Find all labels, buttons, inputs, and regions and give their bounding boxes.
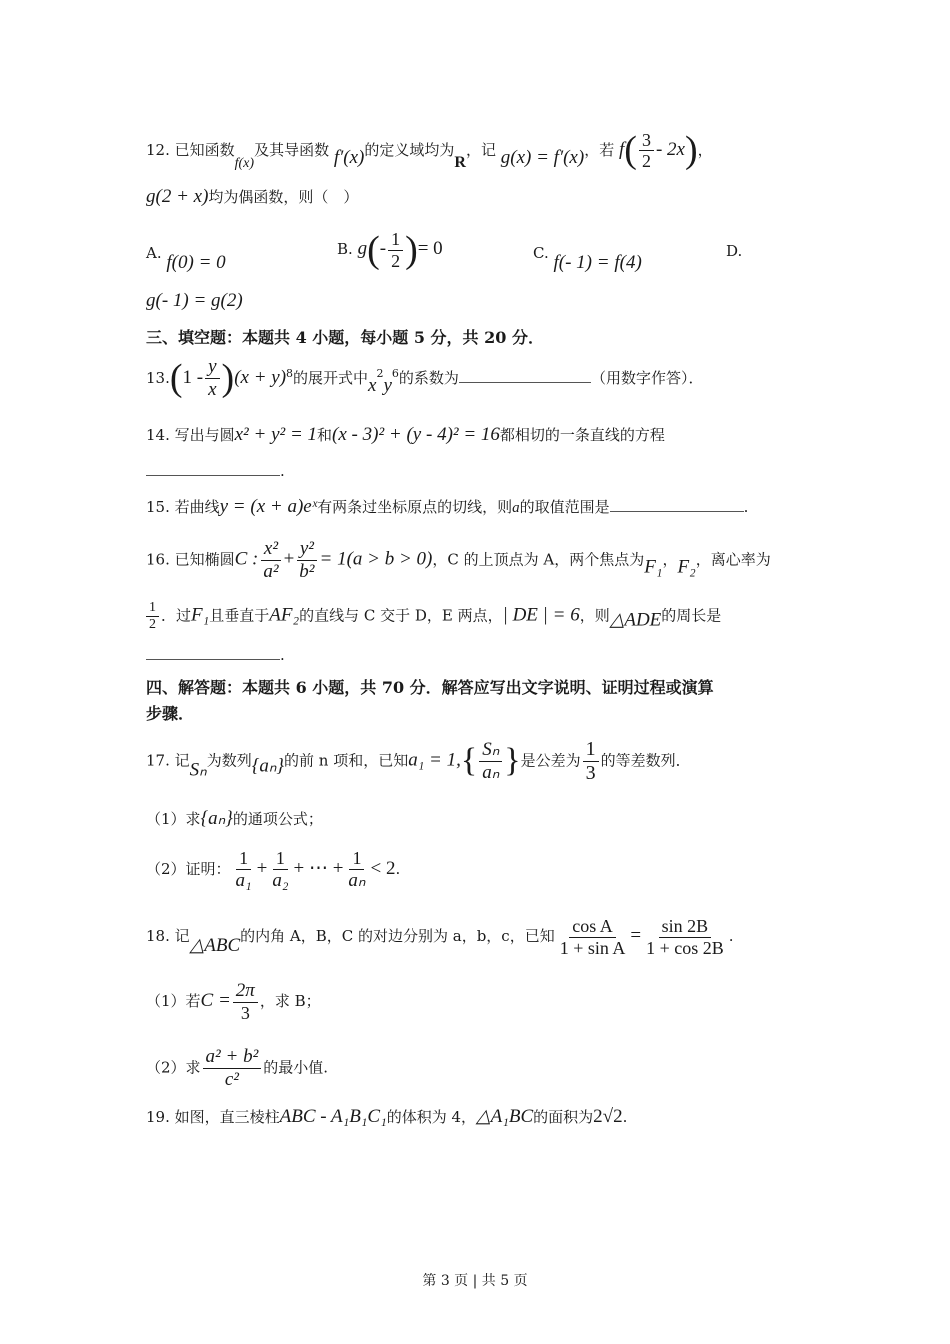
q12-frac-num: 3 xyxy=(639,130,654,152)
q13-frac xyxy=(205,356,219,401)
q12-line2 xyxy=(146,186,358,209)
q15-curve: y = (x + a)eˣ xyxy=(219,496,318,517)
q13-y-exp: 6 xyxy=(391,366,399,380)
q17-an: {aₙ} xyxy=(251,755,284,777)
q17-a1: a₁ = 1, xyxy=(408,749,461,771)
option-b-num: 1 xyxy=(388,229,403,251)
q16-label: 16. 已知椭圆 xyxy=(146,550,235,569)
q13-text2: 的系数为 xyxy=(398,368,459,387)
q16-text4: 且垂直于 xyxy=(209,606,270,625)
q18-line xyxy=(146,916,734,958)
q16-line3 xyxy=(146,646,285,664)
q12-option-d-line xyxy=(146,290,243,313)
page-footer: 第 3 页 | 共 5 页 xyxy=(422,1273,528,1289)
q16-text5: 的直线与 C 交于 D，E 两点， xyxy=(299,606,503,625)
q19-text1: 的体积为 4， xyxy=(386,1108,477,1126)
q13-one-minus: 1 - xyxy=(182,366,204,388)
section-4-heading-cont: 步骤． xyxy=(146,704,195,723)
q17-part2: （2）证明： $\frac{1}{\text{a₁}}$ + $\frac{1}{\text{a₂}}$ + ⋯ + $\frac{1}{\text{aₙ}}$ < 2. xyxy=(146,848,401,891)
q17-p2-label: （2）证明： xyxy=(146,859,231,878)
q18-p2-label: （2）求 xyxy=(146,1058,201,1077)
q17-text4: 的等差数列． xyxy=(600,751,691,770)
q19-prism: ABC - A₁B₁C₁ xyxy=(279,1106,387,1127)
q15-label: 15. 若曲线 xyxy=(146,498,220,516)
q17-frac-den: aₙ xyxy=(482,762,500,783)
q19-line xyxy=(146,1106,627,1129)
q12-label: 12. 已知函数 xyxy=(146,140,235,159)
q17-rbrace: } xyxy=(504,742,521,780)
q17-p2-n1: 1 xyxy=(236,848,251,870)
q12-R: R xyxy=(454,153,466,171)
q16-C: C : xyxy=(234,548,259,570)
option-a-label: A. xyxy=(146,244,162,262)
q18-p1-den: 3 xyxy=(240,1002,250,1023)
q12-f: f xyxy=(619,138,625,160)
option-b-rparen: ) xyxy=(405,229,418,271)
q13-answer-blank[interactable] xyxy=(459,382,591,383)
q17-p2-d3: aₙ xyxy=(348,869,366,891)
q16-cond: = 1(a > b > 0) xyxy=(319,548,433,570)
q16-answer-blank[interactable] xyxy=(146,659,280,660)
option-b-lparen: ( xyxy=(367,229,380,271)
q18-label: 18. 记 xyxy=(146,927,190,946)
q12-text4: ，若 xyxy=(584,140,615,159)
q13-power: (x + y) xyxy=(234,366,287,388)
q13-text1: 的展开式中 xyxy=(293,368,369,387)
q19-text2: 的面积为 xyxy=(533,1108,594,1126)
option-b-frac xyxy=(388,229,403,271)
q16-line2 xyxy=(146,600,721,633)
q17-p2-end: . xyxy=(395,859,401,878)
q16-text6: ，则 xyxy=(579,606,610,625)
q17-part1 xyxy=(146,808,323,831)
q12-g2x: g(2 + x) xyxy=(146,186,209,207)
q16-text2: ，离心率为 xyxy=(695,550,771,569)
q17-d-frac xyxy=(583,738,599,785)
q18-p1-frac xyxy=(233,980,258,1024)
q12-frac xyxy=(639,130,654,172)
q18-l-num: cos A xyxy=(569,916,616,938)
option-d-label: D. xyxy=(726,242,743,260)
q13-frac-den: x xyxy=(208,379,217,401)
q17-frac xyxy=(479,739,502,784)
q12-minus2x: - 2x xyxy=(655,138,685,160)
q18-l-den: 1 + sin A xyxy=(559,937,626,958)
q17-p2-frac3 xyxy=(345,848,368,892)
q18-p2-text: 的最小值. xyxy=(263,1058,329,1077)
q13-y: y xyxy=(383,374,392,396)
q17-text1: 为数列 xyxy=(206,751,252,770)
q15-text2: 的取值范围是 xyxy=(519,498,610,516)
q16-end: . xyxy=(280,646,285,664)
q13-text3: （用数字作答）． xyxy=(590,368,704,387)
q17-p2-lt: < 2 xyxy=(370,857,396,879)
q18-p1-C: C = xyxy=(200,989,231,1011)
q16-plus: + xyxy=(283,548,295,570)
q16-ecc-den: 2 xyxy=(149,617,156,633)
q17-lbrace: { xyxy=(460,742,478,780)
option-a-math: f(0) = 0 xyxy=(166,252,226,273)
q16-text1: ，C 的上顶点为 A，两个焦点为 xyxy=(432,550,645,569)
q18-part2 xyxy=(146,1046,328,1091)
q12-lparen: ( xyxy=(624,129,637,171)
q12-comma: ， xyxy=(697,140,713,159)
q12-option-a xyxy=(146,242,226,273)
q17-label: 17. 记 xyxy=(146,751,190,770)
q18-eq: = xyxy=(630,925,642,947)
q17-p2-n2: 1 xyxy=(273,848,288,870)
q19-triangle: △A₁BC xyxy=(476,1106,534,1127)
q17-d-num: 1 xyxy=(583,738,599,762)
q14-answer-blank[interactable] xyxy=(146,475,280,476)
option-b-den: 2 xyxy=(391,250,401,271)
q13-label: 13. xyxy=(146,368,170,387)
q16-yfrac xyxy=(296,538,317,583)
q16-xnum: x² xyxy=(261,538,281,561)
q18-rfrac xyxy=(643,916,727,958)
q12-text1: 及其导函数 xyxy=(254,140,330,159)
q12-fx: f(x) xyxy=(234,155,255,171)
q16-ecc-num: 1 xyxy=(146,600,159,617)
q14-and: 和 xyxy=(317,426,333,444)
q14-line2 xyxy=(146,462,285,480)
q18-p2-frac xyxy=(203,1046,262,1091)
q14-line1 xyxy=(146,424,665,447)
q16-F2: F₂ xyxy=(677,556,696,578)
q13-lparen: ( xyxy=(169,357,183,399)
q18-p1-label: （1）若 xyxy=(146,991,201,1010)
q12-option-d xyxy=(726,242,742,260)
q14-label: 14. 写出与圆 xyxy=(146,426,235,444)
q19-label: 19. 如图，直三棱柱 xyxy=(146,1108,280,1126)
q16-DE: | DE | = 6 xyxy=(502,604,580,626)
q18-p2-den: c² xyxy=(224,1068,239,1090)
q17-p1-text: 的通项公式； xyxy=(232,810,323,828)
q14-end: . xyxy=(280,462,285,480)
q12-line2-text: 均为偶函数，则（ ） xyxy=(208,188,359,206)
option-b-neg: - xyxy=(379,238,387,259)
q17-p2-frac2 xyxy=(269,848,291,892)
q15-end: . xyxy=(743,498,749,516)
q14-text1: 都相切的一条直线的方程 xyxy=(499,426,665,444)
q12-fprime: f′(x) xyxy=(333,146,365,168)
q16-xden: a² xyxy=(263,560,279,582)
option-c-math: f(- 1) = f(4) xyxy=(553,252,642,273)
q16-yden: b² xyxy=(299,560,315,582)
q18-part1 xyxy=(146,980,321,1024)
q18-p1-num: 2π xyxy=(233,980,258,1003)
option-d-math: g(- 1) = g(2) xyxy=(146,290,243,311)
q17-p1-label: （1）求 xyxy=(146,810,201,828)
q12-rparen: ) xyxy=(684,129,698,171)
q17-line xyxy=(146,738,691,785)
q13-frac-num: y xyxy=(205,356,219,379)
q17-p2-dots: + ⋯ + xyxy=(293,857,344,879)
q16-xfrac xyxy=(260,538,281,583)
q18-end: . xyxy=(728,927,734,946)
q12-gdef: g(x) = f′(x) xyxy=(500,146,585,168)
q17-p2-n3: 1 xyxy=(349,848,364,870)
q17-p1-an: {aₙ} xyxy=(200,808,233,829)
q15-answer-blank[interactable] xyxy=(610,511,744,512)
q16-F1b: F₁ xyxy=(191,604,210,626)
q15-line xyxy=(146,496,748,519)
q18-r-den: 1 + cos 2B xyxy=(646,937,724,958)
q16-triangle: △ADE xyxy=(609,609,662,631)
q16-line1 xyxy=(146,538,771,583)
q16-F1: F₁ xyxy=(644,556,663,578)
q13-x-exp: 2 xyxy=(376,366,384,380)
q13-rparen: ) xyxy=(221,357,235,399)
q16-ynum: y² xyxy=(297,538,317,561)
q12-line1 xyxy=(146,128,713,174)
q14-circle2: (x - 3)² + (y - 4)² = 16 xyxy=(332,424,500,445)
option-c-label: C. xyxy=(533,244,549,262)
q19-end: . xyxy=(622,1108,628,1126)
q12-option-c xyxy=(533,242,642,273)
q12-text2: 的定义域均为 xyxy=(364,140,455,159)
q17-p2-d2: a₂ xyxy=(272,869,289,891)
q16-ecc-frac xyxy=(146,600,159,633)
q17-text3: 是公差为 xyxy=(520,751,581,770)
q17-p2-d1: a₁ xyxy=(235,869,252,891)
q12-option-b xyxy=(337,228,443,272)
q12-frac-den: 2 xyxy=(641,151,651,172)
q12-text3: ，记 xyxy=(465,140,496,159)
q17-p2-frac1 xyxy=(233,848,255,892)
q15-a: a xyxy=(512,500,520,516)
q18-r-num: sin 2B xyxy=(659,916,712,938)
q16-text7: 的周长是 xyxy=(661,606,722,625)
q14-circle1: x² + y² = 1 xyxy=(234,424,318,445)
section-3-heading: 三、填空题：本题共 4 小题，每小题 5 分，共 20 分． xyxy=(146,328,544,347)
q18-p2-num: a² + b² xyxy=(203,1046,262,1069)
option-b-g: g xyxy=(357,238,368,259)
q18-text1: 的内角 A，B，C 的对边分别为 a，b，c，已知 xyxy=(240,927,555,946)
q19-area: 2√2 xyxy=(593,1106,623,1127)
q13-line xyxy=(146,356,703,402)
q16-text3: ．过 xyxy=(161,606,192,625)
q18-p1-text: ，求 B； xyxy=(259,991,321,1010)
q18-triangle: △ABC xyxy=(189,935,241,957)
option-b-post: = 0 xyxy=(417,238,443,259)
q17-d-den: 3 xyxy=(585,762,596,784)
q13-exp: 8 xyxy=(286,366,294,380)
section-4-heading: 四、解答题：本题共 6 小题，共 70 分．解答应写出文字说明、证明过程或演算 xyxy=(146,678,714,697)
q16-sep: ， xyxy=(662,550,678,569)
q17-frac-num: Sₙ xyxy=(479,739,502,762)
option-b-label: B. xyxy=(337,240,353,258)
q16-AF2: AF₂ xyxy=(269,604,300,626)
q13-x: x xyxy=(368,374,377,396)
q18-lfrac xyxy=(557,916,629,958)
q15-text1: 有两条过坐标原点的切线，则 xyxy=(317,498,513,516)
q17-Sn: Sₙ xyxy=(189,759,207,781)
q17-text2: 的前 n 项和，已知 xyxy=(284,751,409,770)
